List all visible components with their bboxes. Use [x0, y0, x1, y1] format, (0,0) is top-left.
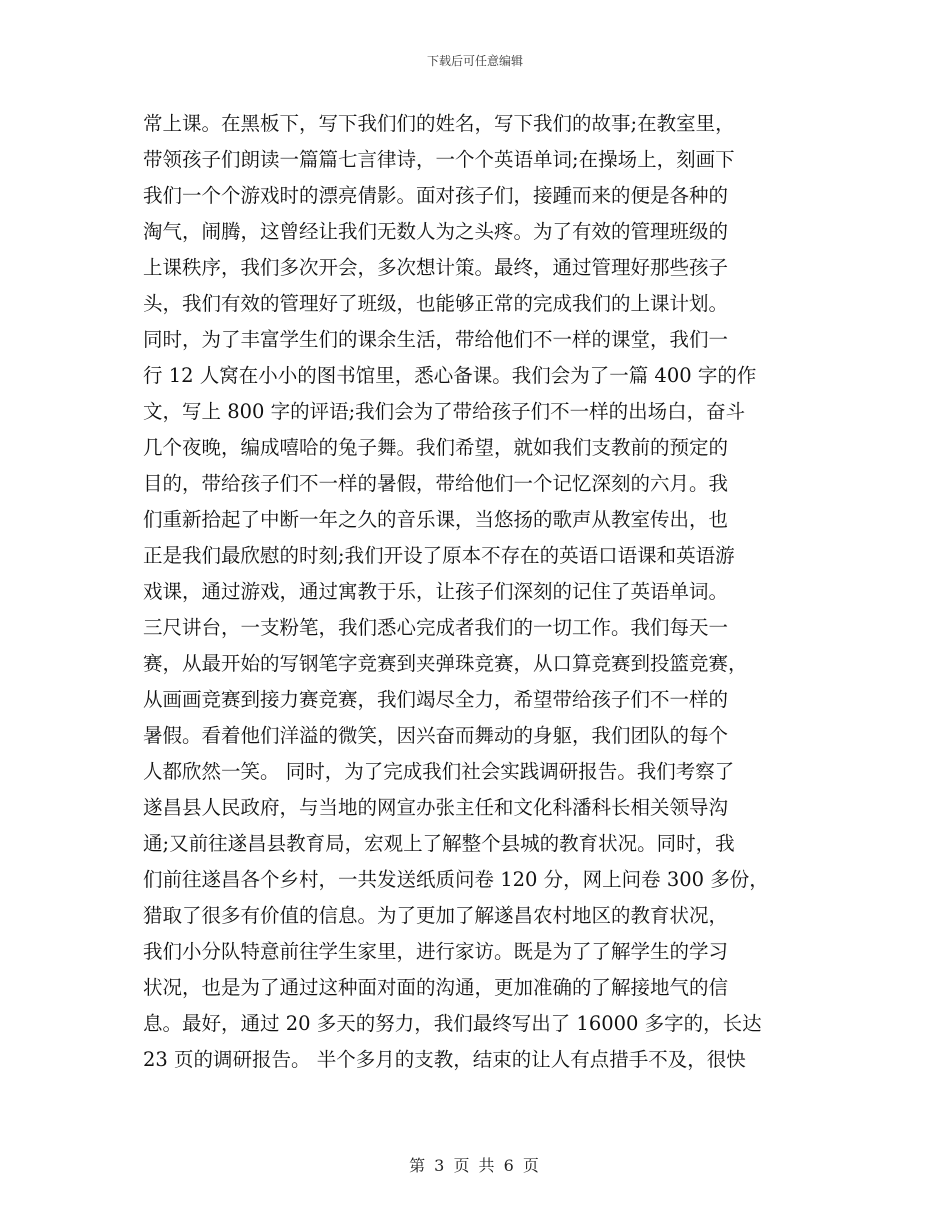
text-line: 目的，带给孩子们不一样的暑假，带给他们一个记忆深刻的六月。我	[143, 472, 729, 495]
page-number-footer: 第 3 页 共 6 页	[409, 1156, 541, 1175]
text-line: 从画画竞赛到接力赛竞赛，我们竭尽全力，希望带给孩子们不一样的	[143, 688, 729, 711]
text-line: 行 12 人窝在小小的图书馆里，悉心备课。我们会为了一篇 400 字的作	[143, 364, 757, 387]
text-line: 淘气，闹腾，这曾经让我们无数人为之头疼。为了有效的管理班级的	[143, 220, 729, 243]
text-line: 猎取了很多有价值的信息。为了更加了解遂昌农村地区的教育状况，	[143, 904, 729, 927]
text-line: 三尺讲台，一支粉笔，我们悉心完成者我们的一切工作。我们每天一	[143, 616, 729, 639]
text-line: 同时，为了丰富学生们的课余生活，带给他们不一样的课堂，我们一	[143, 328, 729, 351]
text-line: 23 页的调研报告。 半个多月的支教，结束的让人有点措手不及，很快	[143, 1048, 746, 1071]
text-line: 上课秩序，我们多次开会，多次想计策。最终，通过管理好那些孩子	[143, 256, 729, 279]
text-line: 常上课。在黑板下，写下我们们的姓名，写下我们的故事;在教室里，	[143, 112, 735, 135]
text-line: 暑假。看着他们洋溢的微笑，因兴奋而舞动的身躯，我们团队的每个	[143, 724, 729, 747]
text-line: 们重新拾起了中断一年之久的音乐课，当悠扬的歌声从教室传出，也	[143, 508, 729, 531]
text-line: 戏课，通过游戏，通过寓教于乐，让孩子们深刻的记住了英语单词。	[143, 580, 729, 603]
page-header: 下载后可任意编辑	[426, 54, 523, 68]
text-line: 状况，也是为了通过这种面对面的沟通，更加准确的了解接地气的信	[143, 976, 729, 999]
text-line: 通;又前往遂昌县教育局，宏观上了解整个县城的教育状况。同时，我	[143, 832, 735, 855]
text-line: 们前往遂昌各个乡村，一共发送纸质问卷 120 分，网上问卷 300 多份，	[143, 868, 769, 891]
text-line: 文，写上 800 字的评语;我们会为了带给孩子们不一样的出场白，奋斗	[143, 400, 746, 423]
text-line: 正是我们最欣慰的时刻;我们开设了原本不存在的英语口语课和英语游	[143, 544, 735, 567]
text-line: 人都欣然一笑。 同时，为了完成我们社会实践调研报告。我们考察了	[143, 760, 735, 783]
text-line: 息。最好，通过 20 多天的努力，我们最终写出了 16000 多字的，长达	[143, 1012, 762, 1035]
text-line: 我们小分队特意前往学生家里，进行家访。既是为了了解学生的学习	[143, 940, 729, 963]
text-line: 我们一个个游戏时的漂亮倩影。面对孩子们，接踵而来的便是各种的	[143, 184, 729, 207]
body-text	[143, 106, 807, 1078]
text-line: 赛，从最开始的写钢笔字竞赛到夹弹珠竞赛，从口算竞赛到投篮竞赛，	[143, 652, 748, 675]
text-line: 带领孩子们朗读一篇篇七言律诗，一个个英语单词;在操场上，刻画下	[143, 148, 735, 171]
text-line: 几个夜晚，编成嘻哈的兔子舞。我们希望，就如我们支教前的预定的	[143, 436, 729, 459]
text-line: 头，我们有效的管理好了班级，也能够正常的完成我们的上课计划。	[143, 292, 729, 315]
text-line: 遂昌县人民政府，与当地的网宣办张主任和文化科潘科长相关领导沟	[143, 796, 729, 819]
